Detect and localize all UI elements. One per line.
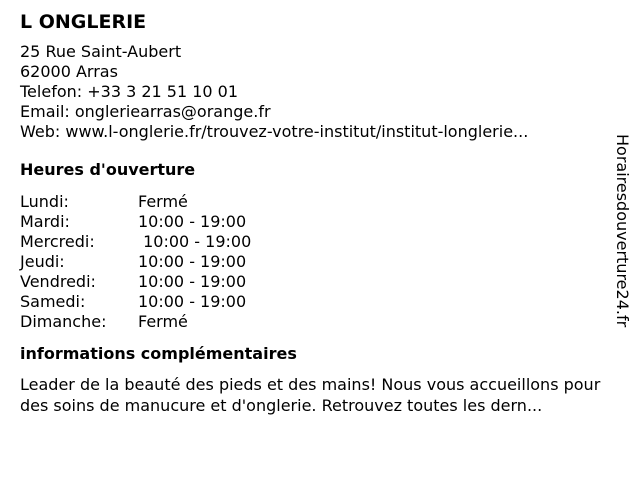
- email-address: Email: ongleriearras@orange.fr: [20, 102, 271, 121]
- hours-time: 10:00 - 19:00: [138, 232, 252, 251]
- hours-time: 10:00 - 19:00: [138, 292, 247, 311]
- contact-details: [20, 42, 610, 142]
- hours-day: Dimanche:: [20, 312, 107, 331]
- address-city: 62000 Arras: [20, 62, 118, 81]
- hours-time: 10:00 - 19:00: [138, 212, 247, 231]
- hours-time: 10:00 - 19:00: [138, 272, 247, 291]
- hours-row-saturday: [20, 292, 610, 312]
- address-street: 25 Rue Saint-Aubert: [20, 42, 182, 61]
- hours-day: Mercredi:: [20, 232, 95, 251]
- hours-time: Fermé: [138, 192, 188, 211]
- hours-day: Vendredi:: [20, 272, 96, 291]
- hours-day: Mardi:: [20, 212, 70, 231]
- business-name: L ONGLERIE: [20, 11, 147, 33]
- phone-number: Telefon: +33 3 21 51 10 01: [20, 82, 239, 101]
- hours-day: Lundi:: [20, 192, 69, 211]
- website-url: Web: www.l-onglerie.fr/trouvez-votre-institut/institut-longlerie...: [20, 122, 529, 141]
- hours-row-wednesday: [20, 232, 610, 252]
- business-card: [20, 10, 610, 416]
- hours-time: 10:00 - 19:00: [138, 252, 247, 271]
- additional-info-heading: informations complémentaires: [20, 344, 297, 363]
- site-credit-watermark: Horairesdouverture24.fr: [613, 134, 632, 328]
- hours-row-friday: [20, 272, 610, 292]
- opening-hours-heading: Heures d'ouverture: [20, 160, 196, 179]
- hours-row-sunday: [20, 312, 610, 332]
- hours-row-thursday: [20, 252, 610, 272]
- hours-time: Fermé: [138, 312, 188, 331]
- opening-hours-table: [20, 192, 610, 332]
- hours-day: Samedi:: [20, 292, 86, 311]
- hours-row-monday: [20, 192, 610, 212]
- hours-day: Jeudi:: [20, 252, 65, 271]
- business-description: Leader de la beauté des pieds et des mains! Nous vous accueillons pour des soins de manucure et d'onglerie. Retrouvez toutes les dern...: [20, 375, 601, 415]
- hours-row-tuesday: [20, 212, 610, 232]
